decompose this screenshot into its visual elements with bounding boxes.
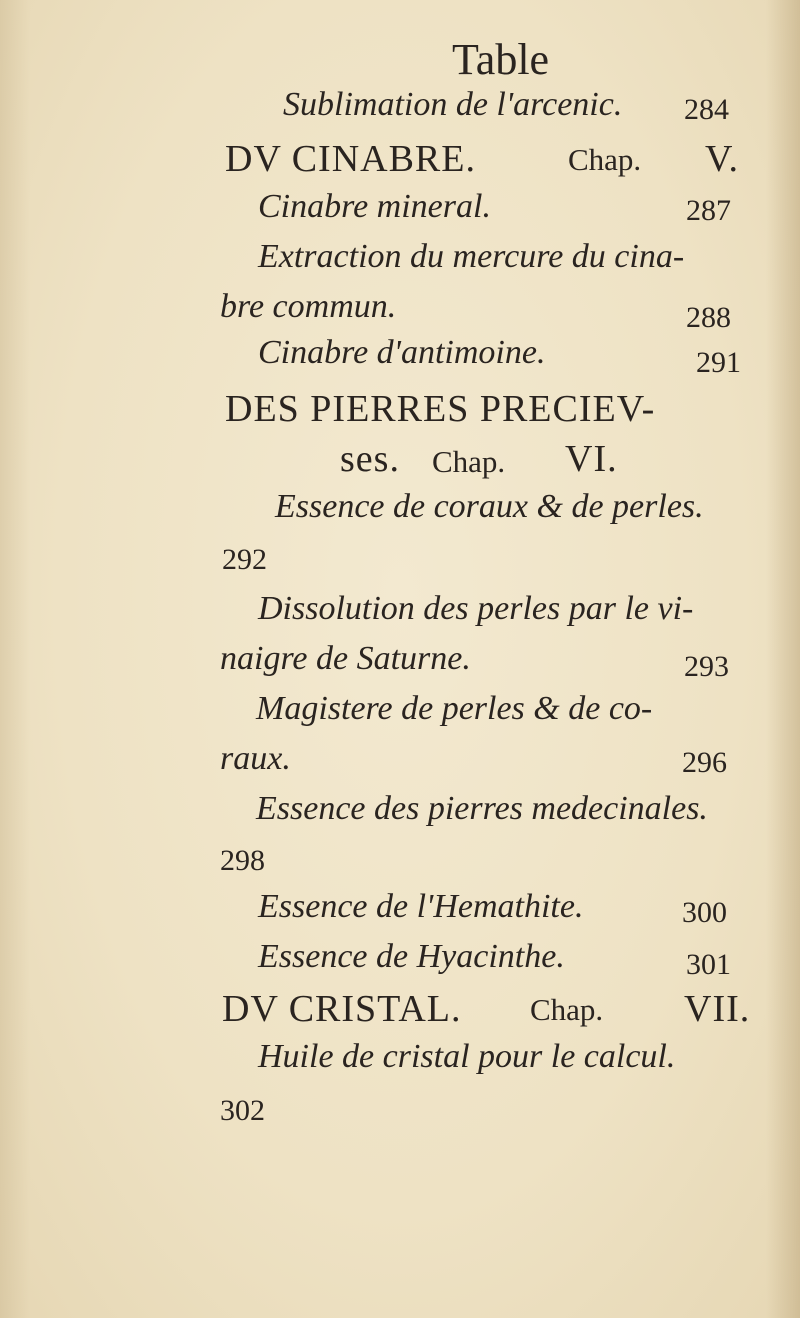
entry-text: Essence de coraux & de perles. bbox=[275, 488, 704, 525]
chapter-label: Chap. bbox=[432, 444, 506, 479]
chapter-heading: DES PIERRES PRECIEV- bbox=[225, 388, 656, 430]
entry-text: Essence de l'Hemathite. bbox=[258, 888, 584, 925]
entry-page-number: 291 bbox=[696, 346, 741, 379]
entry-text: Dissolution des perles par le vi- bbox=[258, 590, 694, 627]
chapter-number: V. bbox=[705, 138, 740, 180]
chapter-heading: ses. bbox=[340, 438, 400, 480]
entry-text: Magistere de perles & de co- bbox=[256, 690, 653, 727]
entry-page-number: 300 bbox=[682, 896, 727, 929]
entry-page-number: 287 bbox=[686, 194, 731, 227]
entry-text: naigre de Saturne. bbox=[220, 640, 471, 677]
page-edge-right bbox=[766, 0, 800, 1318]
entry-page-number: 284 bbox=[684, 93, 729, 126]
entry-text: bre commun. bbox=[220, 288, 397, 325]
entry-page-number: 288 bbox=[686, 301, 731, 334]
chapter-number: VI. bbox=[565, 438, 618, 480]
entry-page-number: 296 bbox=[682, 746, 727, 779]
chapter-number: VII. bbox=[684, 988, 751, 1030]
page-title: Table bbox=[452, 35, 550, 84]
chapter-heading: DV CRISTAL. bbox=[222, 988, 462, 1030]
chapter-label: Chap. bbox=[568, 142, 642, 177]
entry-text: raux. bbox=[220, 740, 291, 777]
entry-page-number: 292 bbox=[222, 543, 267, 576]
entry-page-number: 298 bbox=[220, 844, 265, 877]
page-edge-left bbox=[0, 0, 30, 1318]
entry-page-number: 293 bbox=[684, 650, 729, 683]
entry-text: Cinabre mineral. bbox=[258, 188, 491, 225]
entry-text: Cinabre d'antimoine. bbox=[258, 334, 546, 371]
entry-text: Essence de Hyacinthe. bbox=[258, 938, 565, 975]
entry-page-number: 301 bbox=[686, 948, 731, 981]
entry-text: Sublimation de l'arcenic. bbox=[283, 86, 623, 123]
chapter-label: Chap. bbox=[530, 992, 604, 1027]
entry-text: Huile de cristal pour le calcul. bbox=[258, 1038, 676, 1075]
chapter-heading: DV CINABRE. bbox=[225, 138, 476, 180]
entry-page-number: 302 bbox=[220, 1094, 265, 1127]
entry-text: Essence des pierres medecinales. bbox=[256, 790, 708, 827]
entry-text: Extraction du mercure du cina- bbox=[258, 238, 685, 275]
